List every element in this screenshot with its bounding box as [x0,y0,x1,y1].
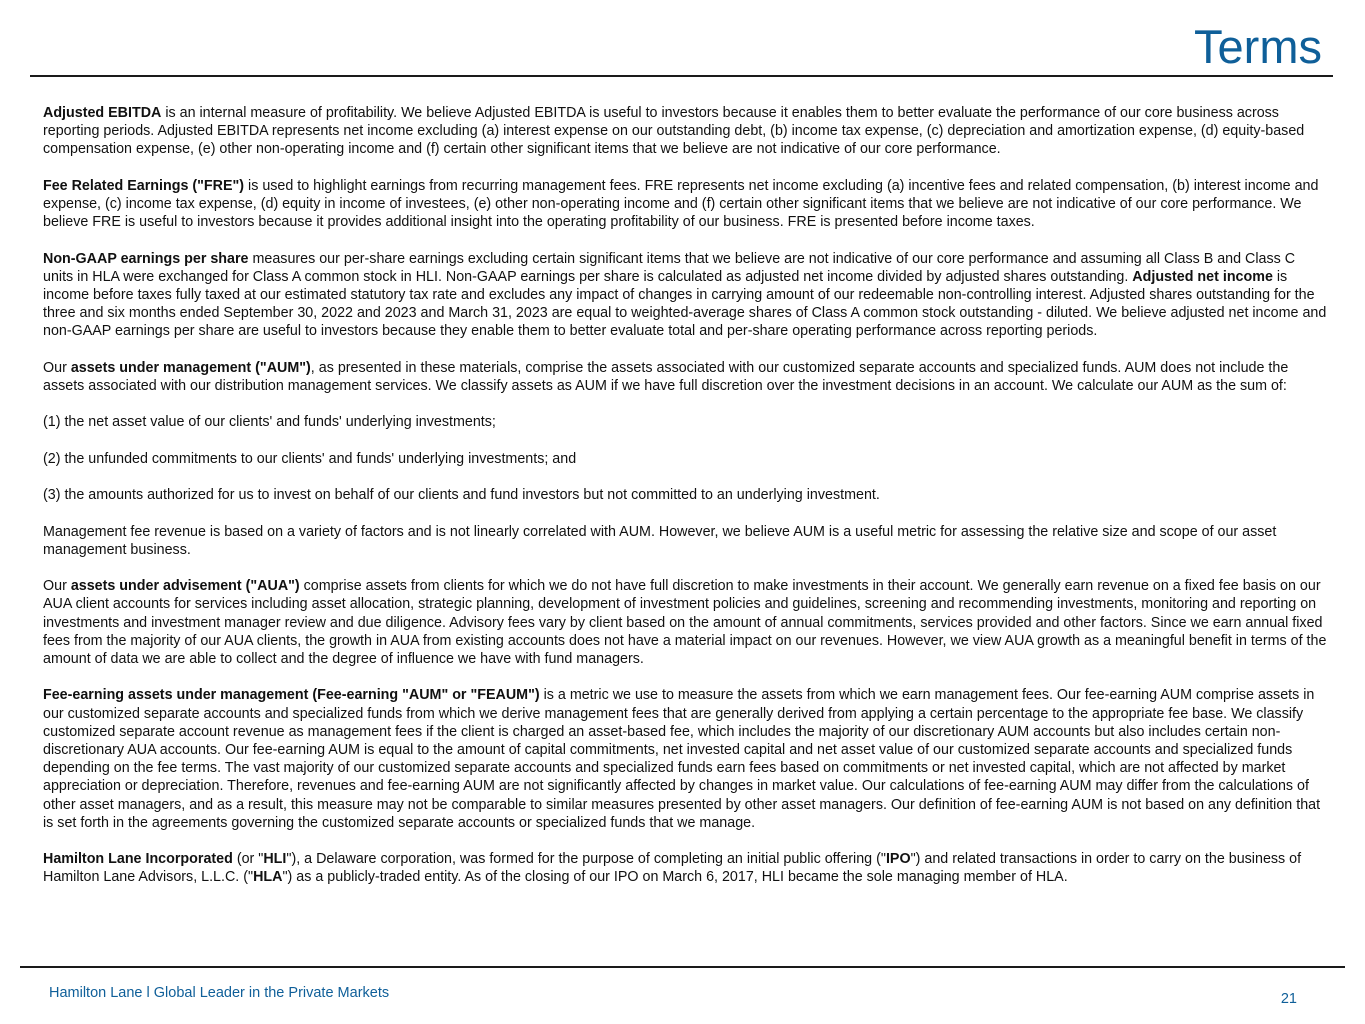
term-fre: Fee Related Earnings ("FRE") [43,177,245,194]
term-ipo: IPO [885,851,911,868]
definition-text: (or " [232,851,264,868]
list-item: (3) the amounts authorized for us to invest on behalf of our clients and fund investors but not committed to an underlying investment. [43,487,880,504]
term-hla: HLA [253,869,283,886]
definition-text: is an internal measure of profitability. We believe Adjusted EBITDA is useful to investors because it enables them to better evaluate the performance of our core business across reporting periods. Adjusted EBITDA represents net income excluding (a) interest expense on our outstanding debt, (b) income tax expense, (c) depreciation and amortization expense, (d) equity-based compensation expense, (e) other non-operating income and (f) certain other significant items that we believe are not indicative of our core performance. [43,105,1305,158]
term-feaum: Fee-earning assets under management (Fee-earning "AUM" or "FEAUM") [43,687,540,704]
list-item: (1) the net asset value of our clients' and funds' underlying investments; [43,414,496,431]
list-item: (2) the unfunded commitments to our clients' and funds' underlying investments; and [43,450,577,467]
paragraph-non-gaap-eps [43,250,1328,341]
definition-text: , as presented in these materials, comprise the assets associated with our customized separate accounts and specialized funds. AUM does not include the assets associated with our distribution management services. We classify assets as AUM if we have full discretion over the investment decisions in an account. We calculate our AUM as the sum of: [43,359,1289,394]
definition-text: is used to highlight earnings from recurring management fees. FRE represents net income excluding (a) incentive fees and related compensation, (b) interest income and expense, (c) income tax expense, (d) equity in income of investees, (e) other non-operating income and (f) certain other significant items that we believe are not indicative of our core performance. We believe FRE is useful to investors because it provides additional insight into the operating profitability of our business. FRE is presented before income taxes. [43,177,1319,231]
page-number: 21 [1280,991,1297,1007]
term-adjusted-net-income: Adjusted net income [1132,268,1273,285]
definition-text: Our [43,359,71,376]
footer-tagline: Hamilton Lane l Global Leader in the Private Markets [49,985,390,1001]
term-aum: assets under management ("AUM") [70,359,311,376]
terms-content [43,104,1328,905]
page-title: Terms [1194,20,1322,73]
term-hli-full: Hamilton Lane Incorporated [43,851,233,868]
header-divider [30,75,1333,77]
paragraph-hli [43,850,1328,886]
term-aua: assets under advisement ("AUA") [70,578,300,595]
definition-text: Our [43,578,71,595]
paragraph-adjusted-ebitda [43,104,1328,159]
definition-text: ") as a publicly-traded entity. As of the closing of our IPO on March 6, 2017, HLI became the sole managing member of HLA. [282,869,1068,886]
definition-text: measures our per-share earnings excluding certain significant items that we believe are not indicative of our core performance and assuming all Class B and Class C units in HLA were exchanged for Class A common stock in HLI. Non-GAAP earnings per share is calculated as adjusted net income divided by adjusted shares outstanding. [43,250,1296,285]
paragraph-aum [43,359,1328,395]
term-non-gaap-eps: Non-GAAP earnings per share [43,250,249,267]
term-hli: HLI [263,851,287,868]
footer-divider [20,966,1345,968]
paragraph-feaum [43,686,1328,832]
definition-text: "), a Delaware corporation, was formed for the purpose of completing an initial public offering (" [286,851,886,868]
definition-text: comprise assets from clients for which we do not have full discretion to make investments in their account. We generally earn revenue on a fixed fee basis on our AUA client accounts for services including asset allocation, strategic planning, development of investment policies and guidelines, screening and recommending investments, monitoring and reporting on investments and investment manager review and due diligence. Advisory fees vary by client based on the amount of annual commitments, services provided and other factors. Since we earn annual fixed fees from the majority of our AUA clients, the growth in AUA from existing accounts does not have a material impact on our revenues. However, we view AUA growth as a meaningful benefit in terms of the amount of data we are able to collect and the degree of influence we have with fund managers. [43,578,1327,667]
definition-text: ") and related transactions in order to carry on the business of Hamilton Lane Advisors, L.L.C. (" [43,851,1302,886]
paragraph-fre [43,177,1328,232]
paragraph-aua [43,577,1328,668]
term-adjusted-ebitda: Adjusted EBITDA [43,105,162,121]
definition-text: is a metric we use to measure the assets from which we earn management fees. Our fee-earning AUM comprise assets in our customized separate accounts and specialized funds from which we derive management fees that are generally derived from applying a certain percentage to the appropriate fee base. We classify customized separate account revenue as management fees if the client is charged an asset-based fee, which includes the majority of our discretionary AUM accounts but also includes certain non-discretionary AUA accounts. Our fee-earning AUM is equal to the amount of capital commitments, net invested capital and net asset value of our customized separate accounts and specialized funds depending on the fee terms. The vast majority of our customized separate accounts and specialized funds earn fees based on commitments or net invested capital, which are not affected by market appreciation or depreciation. Therefore, revenues and fee-earning AUM are not significantly affected by changes in market value. Our calculations of fee-earning AUM may differ from the calculations of other asset managers, and as a result, this measure may not be comparable to similar measures presented by other asset managers. Our definition of fee-earning AUM is not based on any definition that is set forth in the agreements governing the customized separate accounts or specialized funds that we manage. [43,687,1321,831]
definition-text: is income before taxes fully taxed at our estimated statutory tax rate and excludes any impact of changes in carrying amount of our redeemable non-controlling interest. Adjusted shares outstanding for the three and six months ended September 30, 2022 and 2023 and March 31, 2023 are equal to weighted-average shares of Class A common stock outstanding - diluted. We believe adjusted net income and non-GAAP earnings per share are useful to investors because they enable them to better evaluate total and per-share operating performance across reporting periods. [43,268,1327,340]
paragraph-management-fee: Management fee revenue is based on a variety of factors and is not linearly correlated with AUM. However, we believe AUM is a useful metric for assessing the relative size and scope of our asset management business. [43,523,1277,558]
